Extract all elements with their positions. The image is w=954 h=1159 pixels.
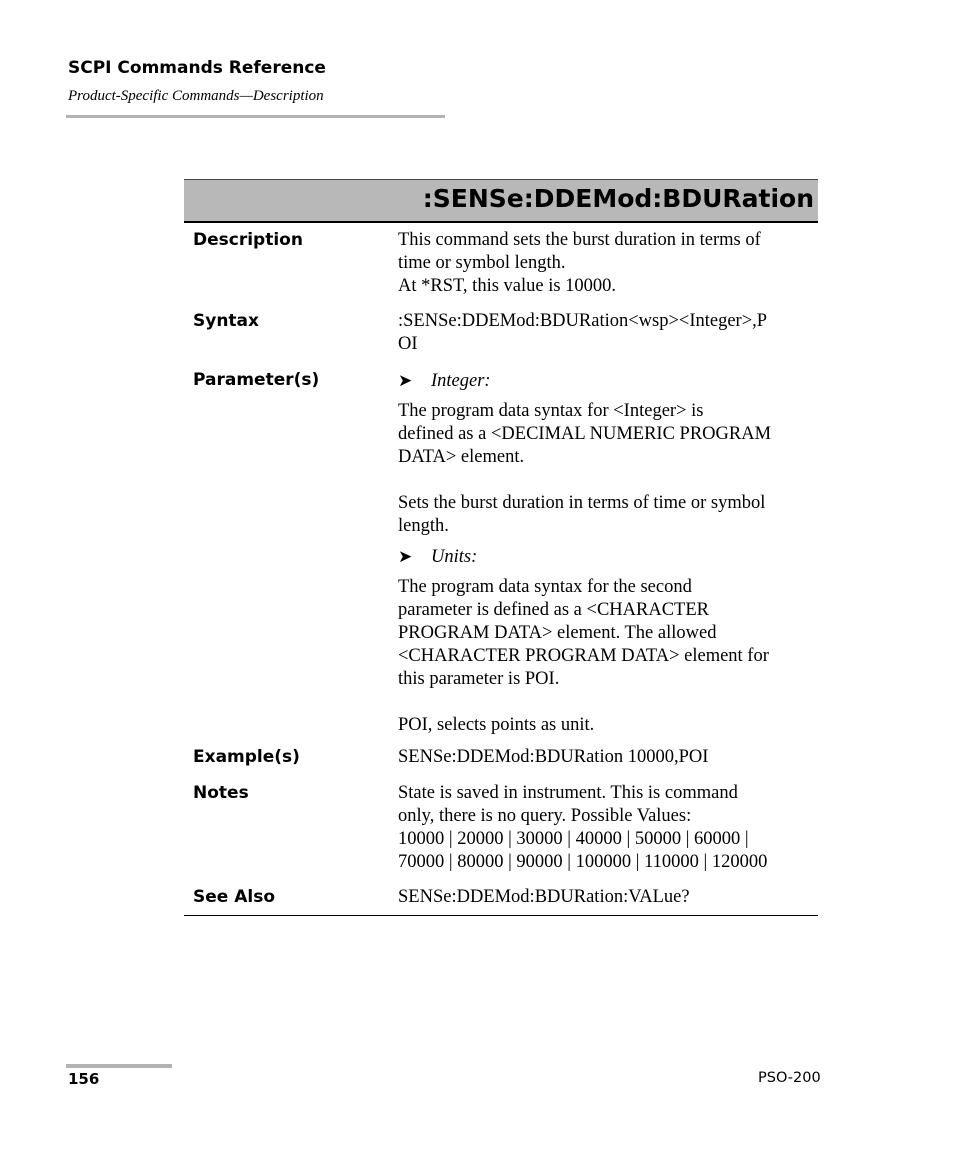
parameter-text: <CHARACTER PROGRAM DATA> element for xyxy=(398,646,769,666)
arrow-bullet-icon: ➤ xyxy=(398,547,413,566)
parameter-bullet-integer xyxy=(398,369,818,393)
section-title: SCPI Commands Reference xyxy=(68,58,326,78)
parameter-name: Units: xyxy=(431,547,478,567)
parameter-text: defined as a <DECIMAL NUMERIC PROGRAM xyxy=(398,424,772,444)
description-value xyxy=(398,229,818,298)
table-bottom-rule xyxy=(184,915,818,916)
parameter-text: The program data syntax for <Integer> is xyxy=(398,401,704,421)
examples-value xyxy=(398,746,818,769)
parameter-text: Sets the burst duration in terms of time or symbol xyxy=(398,493,766,513)
header-divider xyxy=(66,115,445,118)
page-number: 156 xyxy=(68,1070,100,1088)
description-label: Description xyxy=(193,230,303,250)
notes-line: only, there is no query. Possible Values: xyxy=(398,806,692,826)
notes-line: 10000 | 20000 | 30000 | 40000 | 50000 | 60000 | xyxy=(398,829,749,849)
parameters-label: Parameter(s) xyxy=(193,370,320,390)
parameter-text: The program data syntax for the second xyxy=(398,577,692,597)
notes-line: State is saved in instrument. This is command xyxy=(398,783,738,803)
parameter-text: PROGRAM DATA> element. The allowed xyxy=(398,623,717,643)
section-subtitle: Product-Specific Commands—Description xyxy=(68,88,324,104)
footer-divider xyxy=(66,1064,172,1068)
parameter-text: POI, selects points as unit. xyxy=(398,715,595,735)
description-line: At *RST, this value is 10000. xyxy=(398,276,617,296)
notes-value xyxy=(398,782,818,874)
see-also-label: See Also xyxy=(193,887,276,907)
command-title: :SENSe:DDEMod:BDURation xyxy=(422,184,814,213)
product-name: PSO-200 xyxy=(758,1070,821,1086)
notes-line: 70000 | 80000 | 90000 | 100000 | 110000 | 120000 xyxy=(398,852,768,872)
syntax-line: :SENSe:DDEMod:BDURation<wsp><Integer>,P xyxy=(398,311,768,331)
description-line: time or symbol length. xyxy=(398,253,566,273)
parameter-name: Integer: xyxy=(431,371,491,391)
syntax-value xyxy=(398,310,818,356)
command-title-bar xyxy=(184,179,818,223)
parameter-text: this parameter is POI. xyxy=(398,669,560,689)
parameter-text: parameter is defined as a <CHARACTER xyxy=(398,600,709,620)
parameter-bullet-units xyxy=(398,545,818,569)
parameter-text: length. xyxy=(398,516,449,536)
syntax-label: Syntax xyxy=(193,311,259,331)
description-line: This command sets the burst duration in terms of xyxy=(398,230,761,250)
examples-label: Example(s) xyxy=(193,747,300,767)
parameter-text: DATA> element. xyxy=(398,447,525,467)
syntax-line: OI xyxy=(398,334,418,354)
notes-label: Notes xyxy=(193,783,249,803)
parameters-value xyxy=(398,369,818,737)
example-line: SENSe:DDEMod:BDURation 10000,POI xyxy=(398,747,709,767)
arrow-bullet-icon: ➤ xyxy=(398,371,413,390)
see-also-value xyxy=(398,886,818,909)
see-also-line: SENSe:DDEMod:BDURation:VALue? xyxy=(398,887,690,907)
